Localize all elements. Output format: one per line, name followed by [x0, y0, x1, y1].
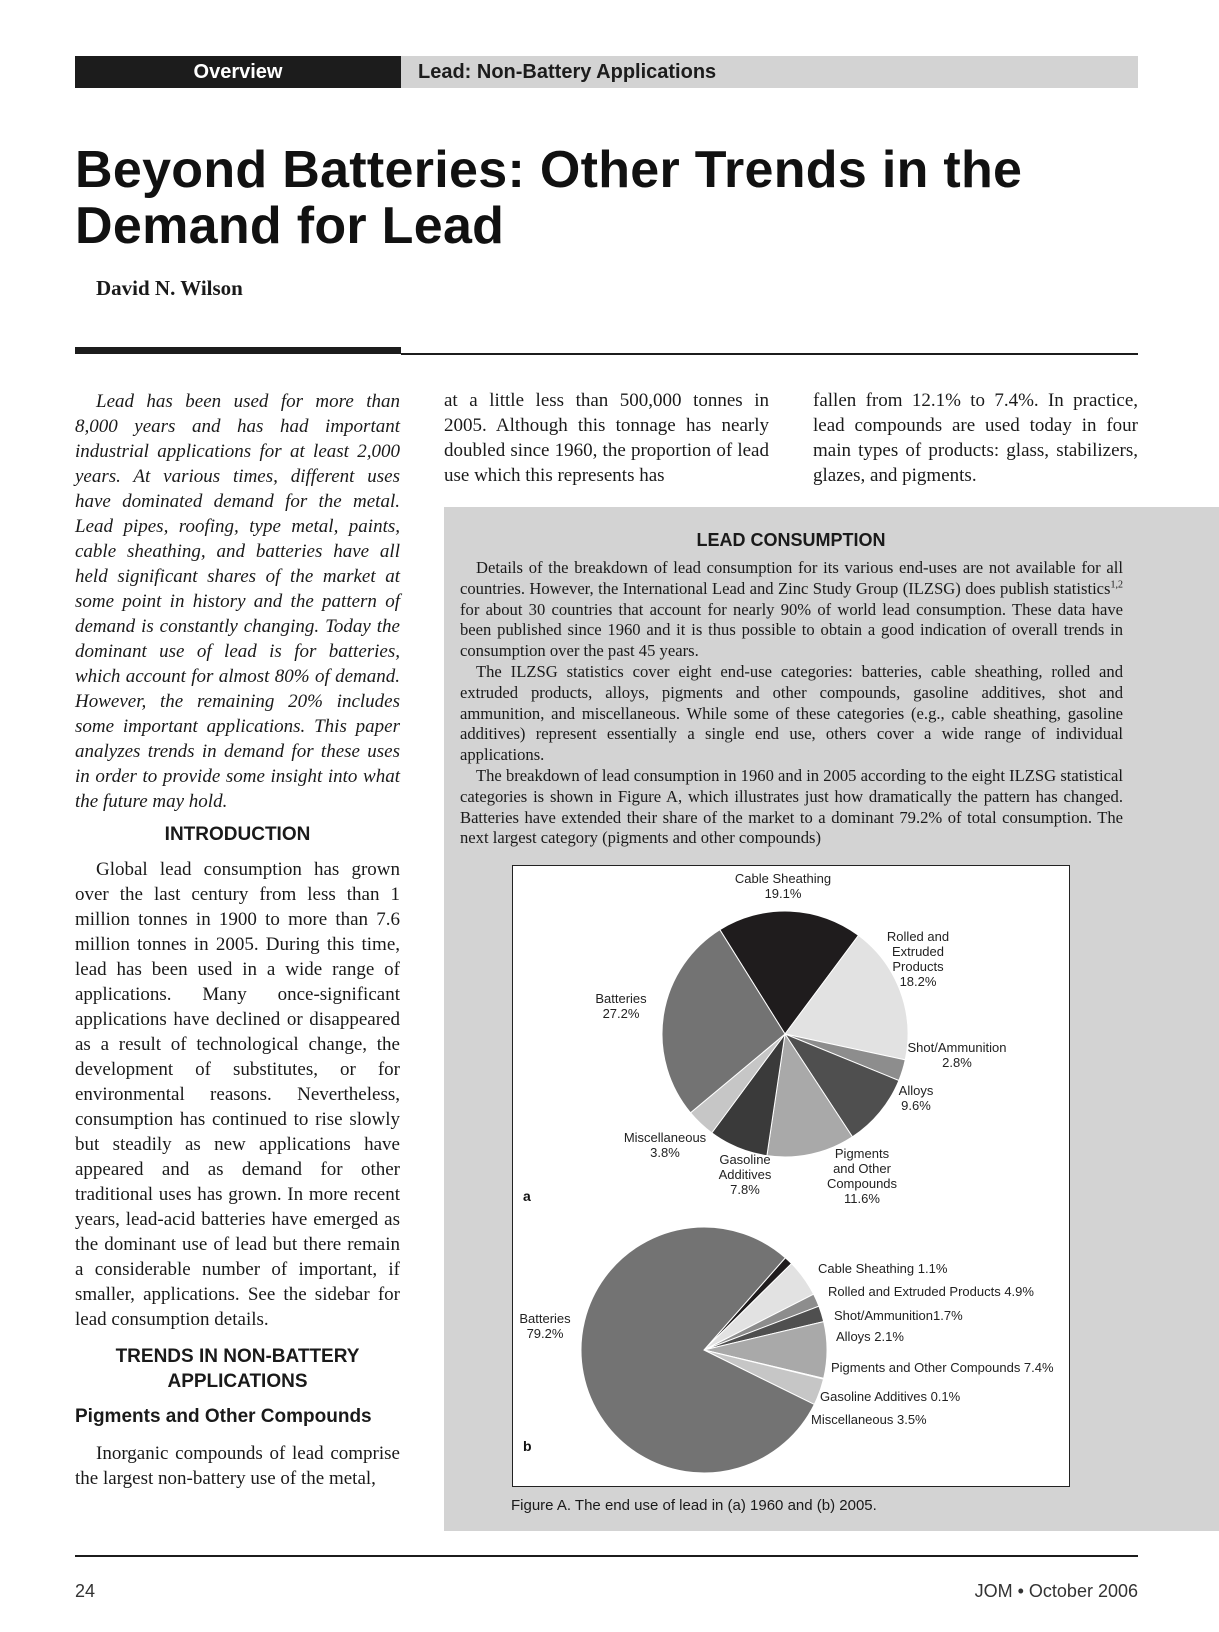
pie-a-panel-label: a — [523, 1188, 531, 1204]
sidebar-paragraph-3: The breakdown of lead consumption in 1960 and in 2005 according to the eight ILZSG statistical categories is shown in Figure A, which illustrates just how dramatically the pattern has changed. Batteries have extended their share of the market to a dominant 79.2% of total consumption. The next largest category (pigments and other compounds) — [460, 765, 1123, 848]
sidebar-paragraph-2: The ILZSG statistics cover eight end-use categories: batteries, cable sheathing, rolled and extruded products, alloys, pigments and other compounds, gasoline additives, shot and ammunition, and miscellaneous. While some of these categories (e.g., cable sheathing, gasoline additives) represent essentially a single end use, others cover a wide range of individual applications. — [460, 661, 1123, 765]
page-number: 24 — [75, 1581, 96, 1601]
column-3 — [813, 388, 1138, 488]
pie-b-label-shot-ammunition: Shot/Ammunition1.7% — [834, 1308, 963, 1323]
figure-a — [512, 865, 1070, 1487]
pie-b-label-pigments-and-other-compounds: Pigments and Other Compounds 7.4% — [831, 1360, 1054, 1375]
introduction-text: Global lead consumption has grown over the last century from less than 1 million tonnes in 1900 to more than 7.6 million tonnes in 2005. During this time, lead has been used in a wide range of applications. Many once-significant applications have declined or disappeared as a result of technological change, the development of substitutes, or for environmental reasons. Nevertheless, consumption has continued to rise slowly but steadily as new applications have appeared and as demand for other traditional uses has grown. In more recent years, lead-acid batteries have emerged as the dominant use of lead but there remain a considerable number of important, if smaller, applications. See the sidebar for lead consumption details. — [75, 859, 400, 1330]
pigments-subheading: Pigments and Other Compounds — [75, 1406, 372, 1427]
trends-heading: TRENDS IN NON-BATTERY APPLICATIONS — [115, 1346, 360, 1392]
pie-chart-b — [519, 1227, 1054, 1473]
pie-a-label-shot-ammunition: Shot/Ammunition 2.8% — [907, 1040, 1007, 1070]
sidebar-lead-consumption — [444, 507, 1219, 1531]
pie-b-label-rolled-and-extruded-products: Rolled and Extruded Products 4.9% — [828, 1284, 1034, 1299]
pie-a-label-rolled-and-extruded-products: Rolled and Extruded Products 18.2% — [886, 929, 950, 989]
column-1 — [75, 389, 400, 1491]
pie-a-label-gasoline-additives: Gasoline Additives 7.8% — [718, 1152, 772, 1197]
article-title: Beyond Batteries: Other Trends in the Demand for Lead — [75, 141, 1023, 255]
introduction-heading: INTRODUCTION — [164, 824, 311, 845]
column-3-text: fallen from 12.1% to 7.4%. In practice, lead compounds are used today in four main types of products: glass, stabilizers, glazes, and pigments. — [813, 390, 1138, 486]
figure-caption: Figure A. The end use of lead in (a) 1960 and (b) 2005. — [511, 1497, 877, 1514]
sidebar-paragraph-1: Details of the breakdown of lead consumption for its various end-uses are not available for all countries. However, the International Lead and Zinc Study Group (ILZSG) does publish statistics$^{1,2}$ for about 30 countries that account for nearly 90% of world lead consumption. These data have been published since 1960 and it is thus possible to obtain a good indication of overall trends in consumption over the past 45 years. — [460, 558, 1123, 661]
sidebar-title: LEAD CONSUMPTION — [696, 530, 886, 550]
figure-a-charts — [513, 866, 1069, 1486]
pie-b-label-gasoline-additives: Gasoline Additives 0.1% — [820, 1389, 961, 1404]
pie-a-label-pigments-and-other-compounds: Pigments and Other Compounds 11.6% — [826, 1146, 898, 1206]
journal-issue: JOM • October 2006 — [974, 1581, 1138, 1601]
title-rule-thin — [401, 353, 1138, 355]
pie-b-label-alloys: Alloys 2.1% — [836, 1329, 904, 1344]
pie-a-label-cable-sheathing: Cable Sheathing 19.1% — [734, 871, 832, 901]
title-rule-thick — [75, 347, 401, 354]
author-name: David N. Wilson — [96, 276, 243, 300]
pie-b-label-cable-sheathing: Cable Sheathing 1.1% — [818, 1261, 948, 1276]
footer-rule — [75, 1555, 1138, 1557]
pie-b-panel-label: b — [523, 1438, 532, 1454]
pie-a-label-batteries: Batteries 27.2% — [595, 991, 647, 1021]
column-2-text: at a little less than 500,000 tonnes in 2005. Although this tonnage has nearly doubled since 1960, the proportion of lead use which this represents has — [444, 390, 769, 486]
section-tag-overview: Overview — [75, 56, 401, 88]
pie-a-label-alloys: Alloys 9.6% — [898, 1083, 934, 1113]
pie-chart-a — [523, 871, 1007, 1206]
sidebar-text — [460, 558, 1123, 849]
section-tag-topic: Lead: Non-Battery Applications — [401, 56, 1138, 88]
pie-b-label-batteries: Batteries 79.2% — [519, 1311, 571, 1341]
abstract: Lead has been used for more than 8,000 years and has had important industrial applications for at least 2,000 years. At various times, different uses have dominated demand for the metal. Lead pipes, roofing, type metal, paints, cable sheathing, and batteries have all held significant shares of the market at some point in history and the pattern of demand is constantly changing. Today the dominant use of lead is for batteries, which account for almost 80% of demand. However, the remaining 20% includes some important applications. This paper analyzes trends in demand for these uses in order to provide some insight into what the future may hold. — [75, 391, 400, 812]
pie-b-label-miscellaneous: Miscellaneous 3.5% — [811, 1412, 927, 1427]
pie-a-label-miscellaneous: Miscellaneous 3.8% — [623, 1130, 707, 1160]
column-2 — [444, 388, 769, 488]
pigments-text: Inorganic compounds of lead comprise the largest non-battery use of the metal, — [75, 1443, 400, 1489]
